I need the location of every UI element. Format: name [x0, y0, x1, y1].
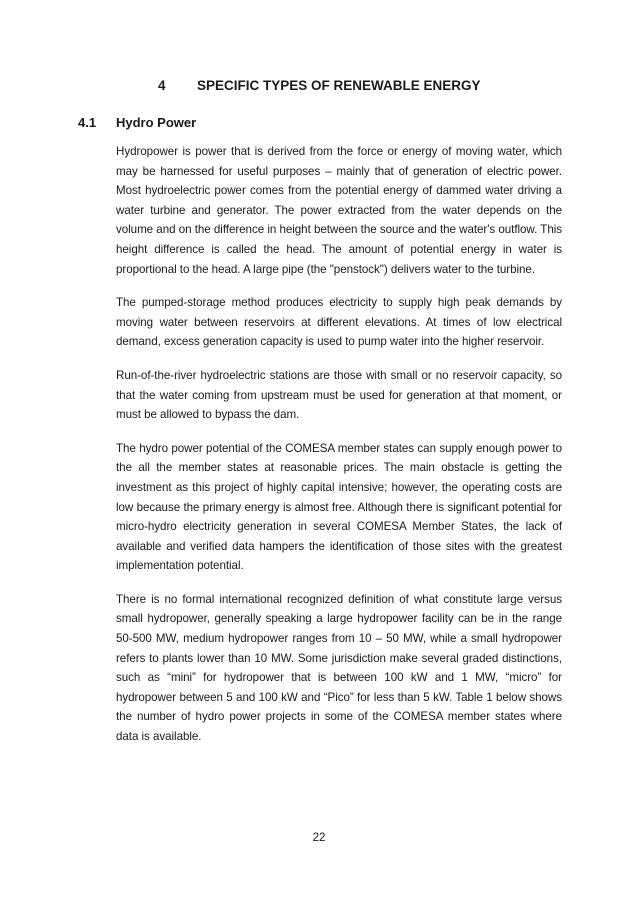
- paragraph-run-of-river: Run-of-the-river hydroelectric stations are those with small or no reservoir capacity, so that the water coming from upstream must be used for generation at that moment, or must be allowed to bypass the dam.: [116, 368, 562, 422]
- chapter-title: SPECIFIC TYPES OF RENEWABLE ENERGY: [197, 78, 481, 93]
- paragraph-size-definitions: There is no formal international recognized definition of what constitute large versus small hydropower, generally speaking a large hydropower facility can be in the range 50-500 MW, medium hydropower ranges from 10 – 50 MW, while a small hydropower refers to plants lower than 10 MW. Some jurisdiction make several graded distinctions, such as “mini” for hydropower that is between 100 kW and 1 MW, “micro” for hydropower between 5 and 100 kW and “Pico” for less than 5 kW. Table 1 below shows the number of hydro power projects in some of the COMESA member states where data is available.: [116, 592, 562, 744]
- section-number: 4.1: [78, 115, 97, 130]
- paragraph-comesa-potential: The hydro power potential of the COMESA member states can supply enough power to the all the member states at reasonable prices. The main obstacle is getting the investment as this project of highly capital intensive; however, the operating costs are low because the primary energy is almost free. Although there is significant potential for micro-hydro electricity generation in several COMESA Member States, the lack of available and verified data hampers the identification of those sites with the greatest implementation potential.: [116, 441, 562, 573]
- page-number: 22: [312, 832, 326, 844]
- section-body: [116, 142, 562, 761]
- chapter-number: 4: [158, 78, 166, 93]
- section-title: Hydro Power: [116, 115, 197, 130]
- paragraph-hydropower-definition: Hydropower is power that is derived from the force or energy of moving water, which may be harnessed for useful purposes – mainly that of generation of electric power. Most hydroelectric power comes from the potential energy of dammed water driving a water turbine and generator. The power extracted from the water depends on the volume and on the difference in height between the source and the water's outflow. This height difference is called the head. The amount of potential energy in water is proportional to the head. A large pipe (the "penstock") delivers water to the turbine.: [116, 145, 562, 276]
- paragraph-pumped-storage: The pumped-storage method produces electricity to supply high peak demands by moving water between reservoirs at different elevations. At times of low electrical demand, excess generation capacity is used to pump water into the higher reservoir.: [116, 296, 562, 349]
